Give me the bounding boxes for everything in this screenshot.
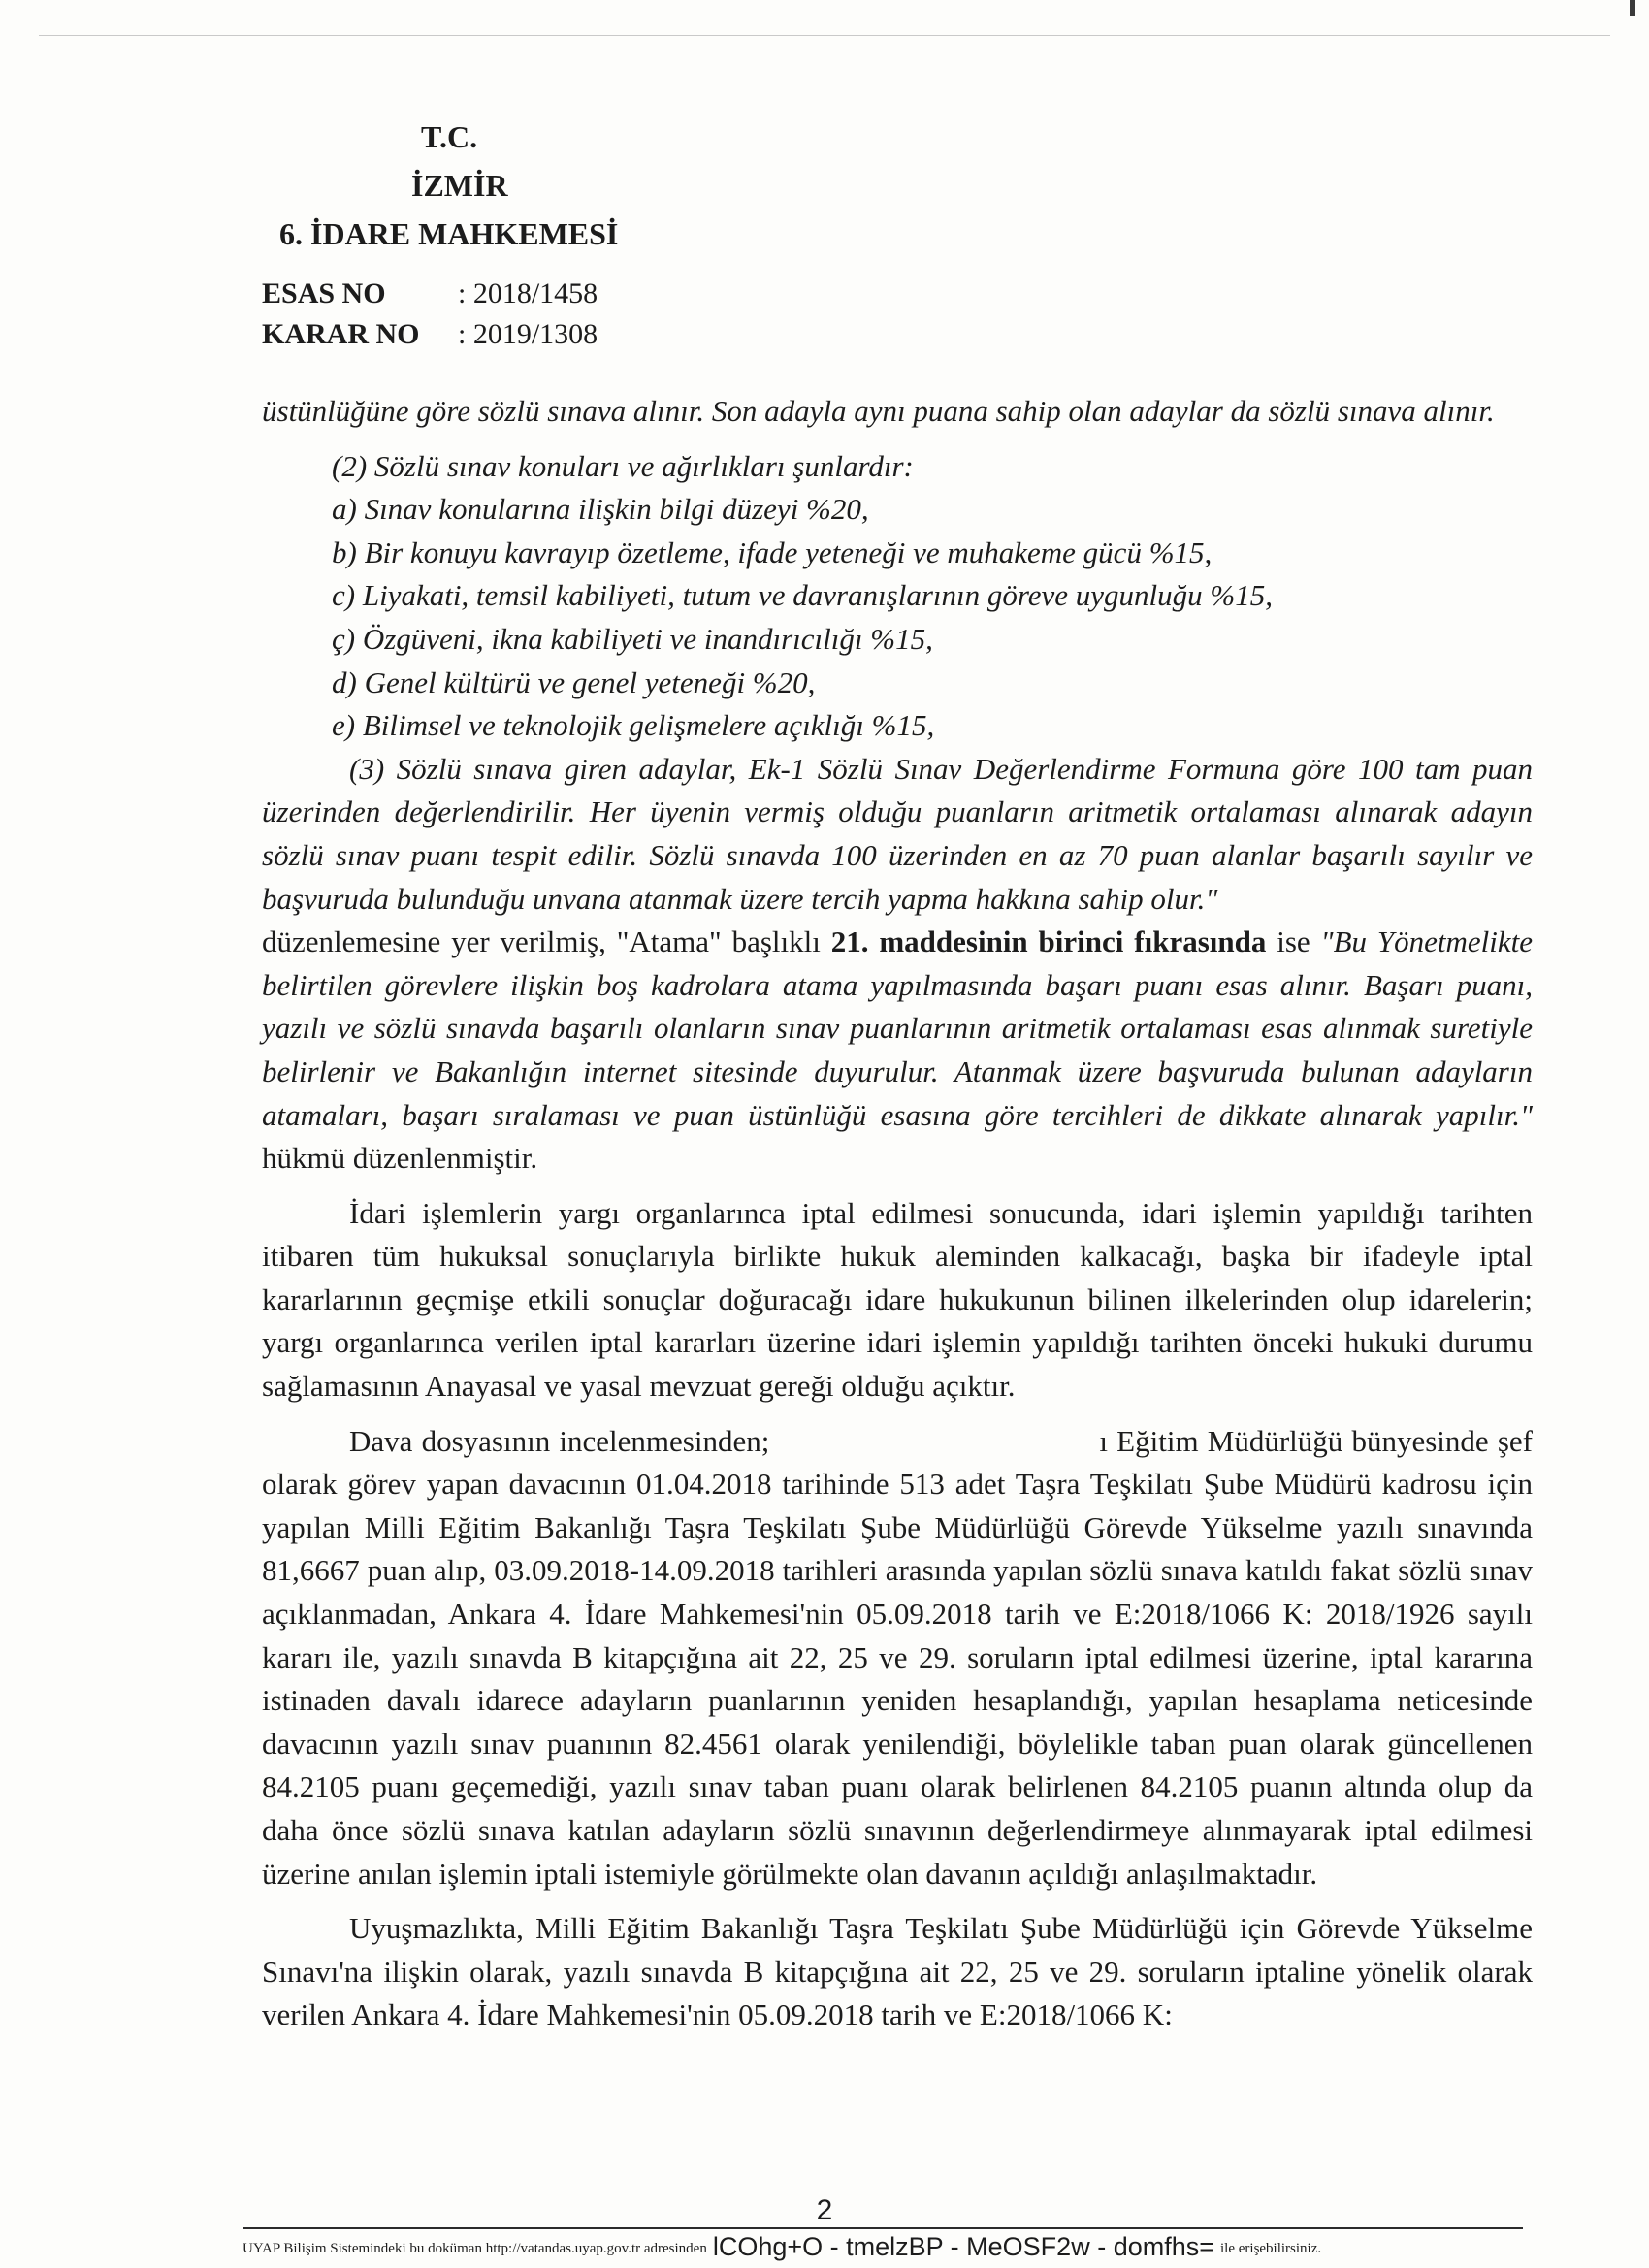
esas-row — [262, 274, 598, 314]
appointment-quote: "Bu Yönetmelikte belirtilen görevlere ilişkin boş kadrolara atama yapılmasında başarı puanı esas alınır. Başarı puanı, yazılı ve sözlü sınavda başarılı olanların sınav puanlarının aritmetik ortalaması esas alınmak suretiyle belirlenir ve Bakanlığın internet sitesinde duyurulur. Atanmak üzere başvuruda bulunan adayların atamaları, başarı sıralaması ve puan üstünlüğü esasına göre tercihleri de dikkate alınarak yapılır." — [262, 924, 1533, 1132]
verification-code: lCOhg+O - tmelzBP - MeOSF2w - domfhs= — [712, 2232, 1214, 2261]
karar-value: : 2019/1308 — [458, 318, 598, 350]
topic-item-a: a) Sınav konularına ilişkin bilgi düzeyi %20, — [332, 492, 869, 527]
court-header — [279, 113, 764, 258]
header-republic: T.C. — [421, 119, 478, 154]
document-body — [262, 390, 1540, 2037]
topic-item-c: c) Liyakati, temsil kabiliyeti, tutum ve davranışlarının göreve uygunluğu %15, — [332, 578, 1273, 613]
appointment-connector: ise — [1266, 924, 1321, 959]
esas-value: : 2018/1458 — [458, 277, 598, 309]
esas-label: ESAS NO — [262, 277, 386, 309]
header-court: 6. İDARE MAHKEMESİ — [279, 216, 619, 251]
scan-edge-line — [39, 35, 1610, 36]
uyap-footer — [242, 2232, 1533, 2262]
topic-item-d: d) Genel kültürü ve genel yeteneği %20, — [332, 664, 816, 699]
karar-row — [262, 314, 598, 355]
footer-suffix: ile erişebilirsiniz. — [1220, 2241, 1322, 2256]
topic-item-cc: ç) Özgüveni, ikna kabiliyeti ve inandırıcılığı %15, — [332, 621, 933, 656]
karar-label: KARAR NO — [262, 318, 420, 350]
oral-exam-topics-heading: (2) Sözlü sınav konuları ve ağırlıkları şunlardır: — [332, 448, 914, 483]
scan-corner-mark — [1630, 0, 1635, 16]
footer-prefix: UYAP Bilişim Sistemindeki bu doküman http://vatandas.uyap.gov.tr adresinden — [242, 2241, 707, 2256]
paragraph-case-facts: Dava dosyasının incelenmesinden; ı Eğitim Müdürlüğü bünyesinde şef olarak görev yapan davacının 01.04.2018 tarihinde 513 adet Taşra Teşkilatı Şube Müdürü kadrosu için yapılan Milli Eğitim Bakanlığı Taşra Teşkilatı Şube Müdürlüğü Görevde Yükselme yazılı sınavında 81,6667 puan alıp, 03.09.2018-14.09.2018 tarihleri arasında yapılan sözlü sınava katıldı fakat sözlü sınav açıklanmadan, Ankara 4. İdare Mahkemesi'nin 05.09.2018 tarih ve E:2018/1066 K: 2018/1926 sayılı kararı ile, yazılı sınavda B kitapçığına ait 22, 25 ve 29. soruların iptal edilmesi üzerine, iptal kararına istinaden davalı idarece adayların puanlarının yeniden hesaplandığı, yapılan hesaplama neticesinde davacının yazılı sınav puanının 82.4561 olarak yenilendiği, böylelikle taban puan olarak güncellenen 84.2105 puanı geçemediği, yazılı sınav taban puanı olarak belirlenen 84.2105 puanın altında olup da daha önce sözlü sınava katılan adayların sözlü sınavının değerlendirmeye alınmayarak iptal edilmesi üzerine anılan işlemin iptali istemiyle görülmekte olan davanın açıldığı anlaşılmaktadır. — [262, 1423, 1540, 1891]
paragraph-evaluation: (3) Sözlü sınava giren adaylar, Ek-1 Sözlü Sınav Değerlendirme Formuna göre 100 tam puan üzerinden değerlendirilir. Her üyenin vermiş olduğu puanların aritmetik ortalaması alınarak adayın sözlü sınav puanı tespit edilir. Sözlü sınavda 100 üzerinden en az 70 puan alanlar başarılı sayılır ve başvuruda bulunduğu unvana atanmak üzere tercih yapma hakkına sahip olur." — [262, 751, 1533, 916]
footer-divider — [242, 2227, 1523, 2229]
topic-item-e: e) Bilimsel ve teknolojik gelişmelere açıklığı %15, — [332, 708, 935, 743]
topic-item-b: b) Bir konuyu kavrayıp özetleme, ifade yeteneği ve muhakeme gücü %15, — [332, 535, 1212, 569]
paragraph-annulment-principle: İdari işlemlerin yargı organlarınca iptal edilmesi sonucunda, idari işlemin yapıldığı tarihten itibaren tüm hukuksal sonuçlarıyla birlikte hukuk aleminden kalkacağı, başka bir ifadeyle iptal kararlarının geçmişe etkili sonuçlar doğuracağı idare hukukunun bilinen ilkelerinden olup idarelerin; yargı organlarınca verilen iptal kararları üzerine idari işlemin yapıldığı tarihten önceki hukuki durumu sağlamasının Anayasal ve yasal mevzuat gereği olduğu açıktır. — [262, 1195, 1533, 1404]
paragraph-dispute: Uyuşmazlıkta, Milli Eğitim Bakanlığı Taşra Teşkilatı Şube Müdürlüğü için Görevde Yükselme Sınavı'na ilişkin olarak, yazılı sınavda B kitapçığına ait 22, 25 ve 29. soruların iptaline yönelik olarak verilen Ankara 4. İdare Mahkemesi'nin 05.09.2018 tarih ve E:2018/1066 K: — [262, 1911, 1533, 2032]
appointment-lead: düzenlemesine yer verilmiş, "Atama" başlıklı — [262, 924, 831, 959]
case-numbers — [262, 274, 598, 355]
paragraph-appointment — [262, 921, 1533, 1181]
appointment-tail: hükmü düzenlenmiştir. — [262, 1141, 538, 1176]
article-reference: 21. maddesinin birinci fıkrasında — [830, 924, 1267, 959]
header-city: İZMİR — [411, 168, 508, 203]
paragraph-continuation: üstünlüğüne göre sözlü sınava alınır. Son adayla aynı puana sahip olan adaylar da sözlü sınava alınır. — [262, 394, 1495, 428]
page-number: 2 — [816, 2194, 833, 2226]
